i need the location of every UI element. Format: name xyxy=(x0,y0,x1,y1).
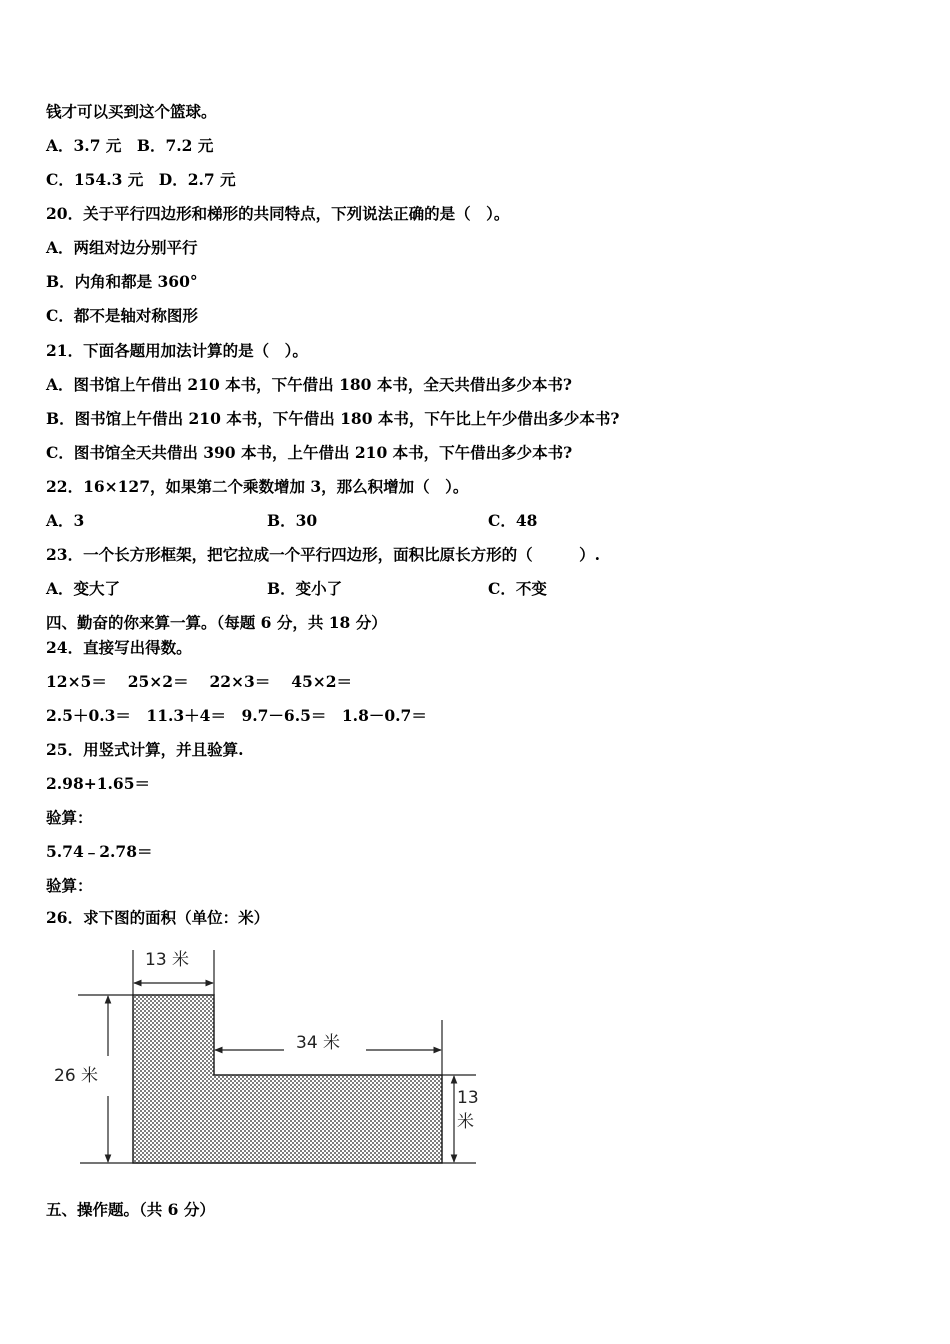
q20-option-a: A．两组对边分别平行 xyxy=(46,238,198,257)
q21-option-c: C．图书馆全天共借出 390 本书，上午借出 210 本书，下午借出多少本书? xyxy=(46,443,573,462)
q25-stem: 25．用竖式计算，并且验算. xyxy=(46,740,244,759)
q21-option-a: A．图书馆上午借出 210 本书，下午借出 180 本书，全天共借出多少本书? xyxy=(46,375,572,394)
q24-row-2: 2.5＋0.3＝ 11.3＋4＝ 9.7－6.5＝ 1.8－0.7＝ xyxy=(46,706,427,725)
q26-stem: 26．求下图的面积（单位：米） xyxy=(46,908,270,927)
label-13-top: 13 米 xyxy=(145,950,190,970)
q20-option-c: C．都不是轴对称图形 xyxy=(46,306,198,325)
q22-option-c: C．48 xyxy=(488,511,538,530)
q24-stem: 24．直接写出得数。 xyxy=(46,638,192,657)
q23-option-a: A．变大了 xyxy=(46,579,121,598)
label-26: 26 米 xyxy=(54,1066,99,1086)
q22-option-a: A．3 xyxy=(46,511,85,530)
q25-expression-1: 2.98+1.65＝ xyxy=(46,774,150,793)
q25-check-1: 验算： xyxy=(46,808,93,827)
q22-option-b: B．30 xyxy=(267,511,318,530)
q19-tail: 钱才可以买到这个篮球。 xyxy=(46,102,217,121)
q23-option-c: C．不变 xyxy=(488,579,547,598)
q24-row-1: 12×5＝ 25×2＝ 22×3＝ 45×2＝ xyxy=(46,672,353,691)
q21-option-b: B．图书馆上午借出 210 本书，下午借出 180 本书，下午比上午少借出多少本书? xyxy=(46,409,620,428)
l-shape xyxy=(133,995,442,1163)
q19-options-ab: A．3.7 元 B．7.2 元 xyxy=(46,136,214,155)
q19-options-cd: C．154.3 元 D．2.7 元 xyxy=(46,170,236,189)
q25-check-2: 验算： xyxy=(46,876,93,895)
section-5-heading: 五、操作题。（共 6 分） xyxy=(46,1200,215,1219)
label-13-right-number: 13 xyxy=(457,1088,479,1108)
q25-expression-2: 5.74﹣2.78＝ xyxy=(46,842,153,861)
label-13-right-unit: 米 xyxy=(457,1112,474,1132)
q20-stem: 20．关于平行四边形和梯形的共同特点，下列说法正确的是（ ）。 xyxy=(46,204,510,223)
q23-stem: 23．一个长方形框架，把它拉成一个平行四边形，面积比原长方形的（ ）. xyxy=(46,545,600,564)
l-shape-figure xyxy=(46,936,486,1176)
q23-option-b: B．变小了 xyxy=(267,579,343,598)
q22-stem: 22．16×127，如果第二个乘数增加 3，那么积增加（ ）。 xyxy=(46,477,469,496)
q21-stem: 21．下面各题用加法计算的是（ ）。 xyxy=(46,341,308,360)
label-34: 34 米 xyxy=(296,1033,341,1053)
q20-option-b: B．内角和都是 360° xyxy=(46,272,198,291)
section-4-heading: 四、勤奋的你来算一算。（每题 6 分，共 18 分） xyxy=(46,613,387,632)
